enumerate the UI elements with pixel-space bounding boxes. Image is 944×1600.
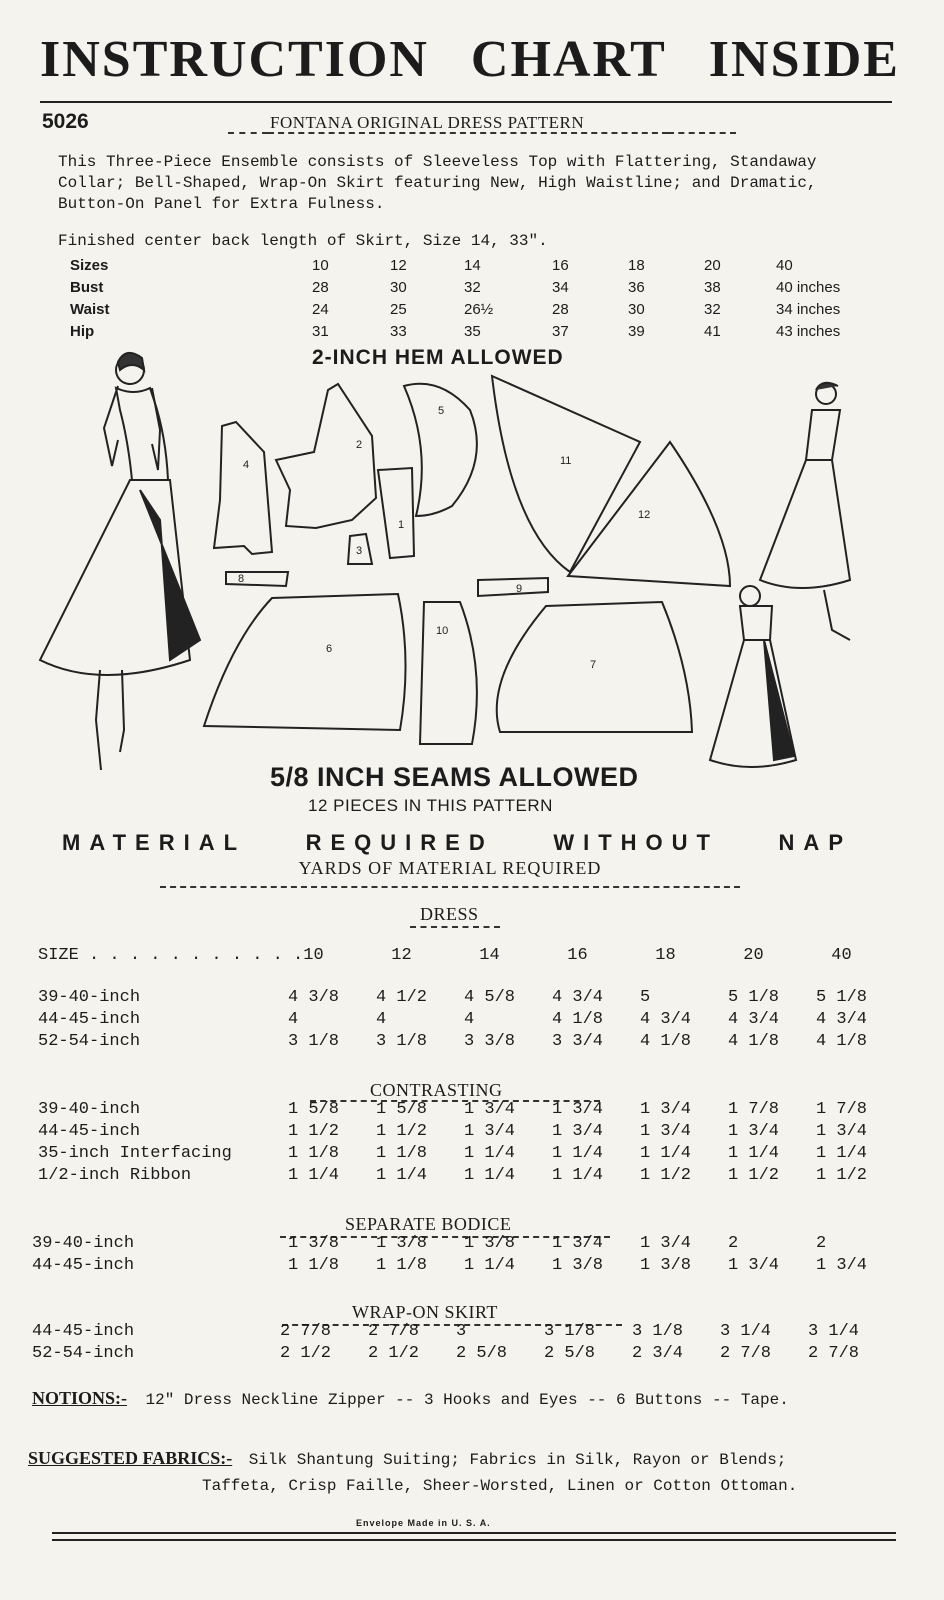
cell: 1 1/4 <box>816 1143 868 1163</box>
material-title <box>62 830 852 856</box>
size-value: 40 inches <box>776 279 841 296</box>
footer-rule <box>52 1532 896 1534</box>
cell: 2 7/8 <box>720 1343 772 1363</box>
piece-number: 10 <box>436 625 449 637</box>
pieces-note: 12 PIECES IN THIS PATTERN <box>308 796 553 815</box>
cell: 2 7/8 <box>808 1343 860 1363</box>
title-word: CHART <box>470 31 667 88</box>
size-value: 40 <box>776 257 793 274</box>
cell: 1 1/8 <box>376 1255 428 1275</box>
cell: 1 3/8 <box>376 1233 428 1253</box>
size-value: 16 <box>552 257 569 274</box>
page-title <box>40 30 900 89</box>
pattern-piece <box>378 468 414 558</box>
size-value: 32 <box>704 301 721 318</box>
cell: 5 1/8 <box>728 987 780 1007</box>
size-header <box>38 944 891 966</box>
piece-number: 11 <box>560 455 572 467</box>
cell: 4 3/8 <box>288 987 340 1007</box>
cell: 2 3/4 <box>632 1343 684 1363</box>
cell: 1 3/4 <box>816 1255 868 1275</box>
size-col: 12 <box>391 945 412 965</box>
size-col: 20 <box>743 945 764 965</box>
fabrics-line: Taffeta, Crisp Faille, Sheer-Worsted, Linen or Cotton Ottoman. <box>202 1477 798 1495</box>
description: This Three-Piece Ensemble consists of Sleeveless Top with Flattering, Standaway Collar; Bell-Shaped, Wrap-On Skirt featuring New, High Waistline; and Dramatic, Button-On Panel for Extra Fulness. <box>58 153 817 213</box>
pattern-pieces <box>204 376 730 744</box>
cell: 2 5/8 <box>456 1343 508 1363</box>
piece-number: 5 <box>438 405 445 417</box>
cell: 1 3/4 <box>728 1255 780 1275</box>
cell: 4 3/4 <box>640 1009 692 1029</box>
divider <box>160 886 740 888</box>
size-value: 20 <box>704 257 721 274</box>
hem-note: 2-INCH HEM ALLOWED <box>312 346 564 369</box>
size-col: 16 <box>567 945 588 965</box>
size-value: 31 <box>312 323 329 340</box>
seam-note: 5/8 INCH SEAMS ALLOWED <box>270 762 639 792</box>
row-label: Waist <box>70 301 110 318</box>
cell: 1 3/4 <box>552 1233 604 1253</box>
size-value: 38 <box>704 279 721 296</box>
pattern-piece <box>478 578 548 596</box>
cell: 1 3/8 <box>464 1233 516 1253</box>
size-label: SIZE . . . . . . . . . . . <box>38 945 304 965</box>
row-label: 44-45-inch <box>32 1255 135 1275</box>
cell: 1 3/4 <box>640 1121 692 1141</box>
cell: 4 1/8 <box>640 1031 692 1051</box>
cell: 4 1/2 <box>376 987 428 1007</box>
cell: 1 1/2 <box>640 1165 692 1185</box>
size-value: 28 <box>552 301 569 318</box>
cell: 2 7/8 <box>368 1321 420 1341</box>
material-title-word: NAP <box>778 830 852 855</box>
piece-number: 12 <box>638 509 651 521</box>
piece-number: 1 <box>398 519 405 531</box>
table-row <box>38 1142 876 1164</box>
section-title: DRESS <box>420 904 479 924</box>
table-row <box>32 1320 868 1342</box>
size-value: 41 <box>704 323 721 340</box>
section-title: WRAP-ON SKIRT <box>352 1302 498 1322</box>
divider <box>410 926 500 928</box>
row-label: Hip <box>70 323 95 340</box>
cell: 1 1/2 <box>816 1165 868 1185</box>
pattern-piece <box>420 602 477 744</box>
finished-length: Finished center back length of Skirt, Size 14, 33". <box>58 232 548 250</box>
size-chart <box>70 257 870 347</box>
cell: 1 1/4 <box>640 1143 692 1163</box>
cell: 1 3/4 <box>552 1099 604 1119</box>
cell: 1 3/4 <box>728 1121 780 1141</box>
size-value: 14 <box>464 257 481 274</box>
fashion-figure-right-upper <box>760 383 850 640</box>
cell: 1 1/2 <box>376 1121 428 1141</box>
cell: 1 3/4 <box>552 1121 604 1141</box>
row-label: Sizes <box>70 257 109 274</box>
cell: 4 <box>288 1009 299 1029</box>
cell: 1 1/8 <box>288 1143 340 1163</box>
table-row <box>32 1232 876 1254</box>
piece-number: 3 <box>356 545 363 557</box>
section-title: CONTRASTING <box>370 1080 503 1100</box>
cell: 1 3/4 <box>640 1233 692 1253</box>
cell: 1 1/4 <box>376 1165 428 1185</box>
cell: 2 1/2 <box>280 1343 332 1363</box>
pattern-name: FONTANA ORIGINAL DRESS PATTERN <box>270 113 585 132</box>
cell: 1 3/4 <box>464 1121 516 1141</box>
size-col: 40 <box>831 945 852 965</box>
table-row <box>38 986 876 1008</box>
piece-number: 4 <box>243 459 250 471</box>
cell: 4 1/8 <box>728 1031 780 1051</box>
cell: 1 3/8 <box>640 1255 692 1275</box>
size-col: 18 <box>655 945 676 965</box>
material-title-word: REQUIRED <box>305 830 494 855</box>
row-label: 39-40-inch <box>38 987 141 1007</box>
piece-number: 8 <box>238 573 245 585</box>
fashion-figure-left <box>40 353 200 770</box>
title-word: INSTRUCTION <box>40 31 429 88</box>
cell: 4 1/8 <box>816 1031 868 1051</box>
cell: 2 <box>728 1233 739 1253</box>
cell: 3 3/8 <box>464 1031 516 1051</box>
size-value: 36 <box>628 279 645 296</box>
size-value: 28 <box>312 279 329 296</box>
cell: 1 5/8 <box>288 1099 340 1119</box>
row-label: 44-45-inch <box>38 1009 141 1029</box>
cell: 3 1/8 <box>288 1031 340 1051</box>
pattern-piece <box>404 384 477 516</box>
pattern-piece <box>276 384 376 528</box>
notions-label: NOTIONS:- <box>32 1388 128 1408</box>
cell: 1 3/4 <box>816 1121 868 1141</box>
row-label: 44-45-inch <box>32 1321 135 1341</box>
cell: 2 5/8 <box>544 1343 596 1363</box>
size-value: 32 <box>464 279 481 296</box>
cell: 1 3/8 <box>552 1255 604 1275</box>
size-value: 43 inches <box>776 323 841 340</box>
cell: 3 <box>456 1321 467 1341</box>
cell: 1 5/8 <box>376 1099 428 1119</box>
table-row <box>32 1342 868 1364</box>
notions-text: 12" Dress Neckline Zipper -- 3 Hooks and Eyes -- 6 Buttons -- Tape. <box>145 1391 789 1409</box>
table-row <box>38 1098 876 1120</box>
dress-table <box>38 986 876 1052</box>
row-label: 1/2-inch Ribbon <box>38 1165 192 1185</box>
contrasting-table <box>38 1098 876 1186</box>
cell: 1 1/2 <box>288 1121 340 1141</box>
cell: 1 3/8 <box>288 1233 340 1253</box>
cell: 5 1/8 <box>816 987 868 1007</box>
table-row <box>38 1164 876 1186</box>
pattern-number: 5026 <box>42 110 89 133</box>
piece-number: 2 <box>356 439 363 451</box>
fabrics-label: SUGGESTED FABRICS:- <box>28 1448 233 1468</box>
cell: 5 <box>640 987 651 1007</box>
cell: 3 1/8 <box>632 1321 684 1341</box>
cell: 1 3/4 <box>640 1099 692 1119</box>
cell: 4 <box>464 1009 475 1029</box>
cell: 3 1/4 <box>808 1321 860 1341</box>
table-row <box>38 1008 876 1030</box>
size-col: 14 <box>479 945 500 965</box>
cell: 1 1/4 <box>552 1165 604 1185</box>
fashion-figure-right-lower <box>710 586 796 767</box>
title-word: INSIDE <box>708 31 900 88</box>
row-label: 52-54-inch <box>32 1343 135 1363</box>
size-value: 24 <box>312 301 329 318</box>
cell: 1 7/8 <box>816 1099 868 1119</box>
cell: 3 1/4 <box>720 1321 772 1341</box>
cell: 4 3/4 <box>552 987 604 1007</box>
row-label: 44-45-inch <box>38 1121 141 1141</box>
size-value: 35 <box>464 323 481 340</box>
size-value: 25 <box>390 301 407 318</box>
cell: 1 1/4 <box>552 1143 604 1163</box>
divider <box>228 132 268 134</box>
piece-number: 7 <box>590 659 597 671</box>
cell: 1 1/2 <box>728 1165 780 1185</box>
title-rule <box>40 101 892 103</box>
pattern-piece <box>226 572 288 586</box>
size-value: 26½ <box>464 301 494 318</box>
cell: 1 7/8 <box>728 1099 780 1119</box>
fabrics-line: Silk Shantung Suiting; Fabrics in Silk, Rayon or Blends; <box>248 1451 787 1469</box>
cell: 1 1/4 <box>464 1255 516 1275</box>
divider <box>668 132 736 134</box>
cell: 1 1/4 <box>464 1143 516 1163</box>
size-value: 34 inches <box>776 301 841 318</box>
table-row <box>38 1030 876 1052</box>
footer-note: Envelope Made in U. S. A. <box>356 1518 491 1528</box>
yards-title: YARDS OF MATERIAL REQUIRED <box>298 858 602 878</box>
row-label: 39-40-inch <box>38 1099 141 1119</box>
cell: 2 7/8 <box>280 1321 332 1341</box>
size-value: 33 <box>390 323 407 340</box>
cell: 4 3/4 <box>816 1009 868 1029</box>
footer-rule <box>52 1539 896 1541</box>
pattern-piece <box>492 376 640 572</box>
cell: 1 3/4 <box>464 1099 516 1119</box>
size-value: 34 <box>552 279 569 296</box>
size-value: 10 <box>312 257 329 274</box>
cell: 1 1/4 <box>288 1165 340 1185</box>
size-value: 37 <box>552 323 569 340</box>
cell: 2 1/2 <box>368 1343 420 1363</box>
cell: 4 <box>376 1009 387 1029</box>
cell: 3 1/8 <box>376 1031 428 1051</box>
suggested-fabrics <box>28 1445 797 1499</box>
material-title-word: WITHOUT <box>553 830 719 855</box>
divider <box>268 132 668 134</box>
cell: 4 1/8 <box>552 1009 604 1029</box>
skirt-table <box>32 1320 868 1364</box>
row-label: 52-54-inch <box>38 1031 141 1051</box>
cell: 2 <box>816 1233 827 1253</box>
notions <box>32 1388 789 1409</box>
pattern-piece <box>214 422 272 554</box>
size-value: 30 <box>628 301 645 318</box>
row-label: Bust <box>70 279 104 296</box>
row-label: 39-40-inch <box>32 1233 135 1253</box>
cell: 1 1/4 <box>728 1143 780 1163</box>
size-value: 12 <box>390 257 407 274</box>
cell: 3 3/4 <box>552 1031 604 1051</box>
size-value: 30 <box>390 279 407 296</box>
bodice-table <box>32 1232 876 1276</box>
table-row <box>38 1120 876 1142</box>
piece-number: 6 <box>326 643 333 655</box>
pattern-piece <box>204 594 406 730</box>
piece-number: 9 <box>516 583 523 595</box>
size-col: 10 <box>303 945 324 965</box>
table-row <box>38 944 891 966</box>
cell: 1 1/8 <box>376 1143 428 1163</box>
section-title: SEPARATE BODICE <box>345 1214 512 1234</box>
material-title-word: MATERIAL <box>62 830 247 855</box>
row-label: 35-inch Interfacing <box>38 1143 232 1163</box>
size-value: 39 <box>628 323 645 340</box>
cell: 1 1/8 <box>288 1255 340 1275</box>
cell: 4 3/4 <box>728 1009 780 1029</box>
size-value: 18 <box>628 257 645 274</box>
cell: 1 1/4 <box>464 1165 516 1185</box>
table-row <box>32 1254 876 1276</box>
pattern-illustration <box>0 340 944 770</box>
cell: 4 5/8 <box>464 987 516 1007</box>
cell: 3 1/8 <box>544 1321 596 1341</box>
